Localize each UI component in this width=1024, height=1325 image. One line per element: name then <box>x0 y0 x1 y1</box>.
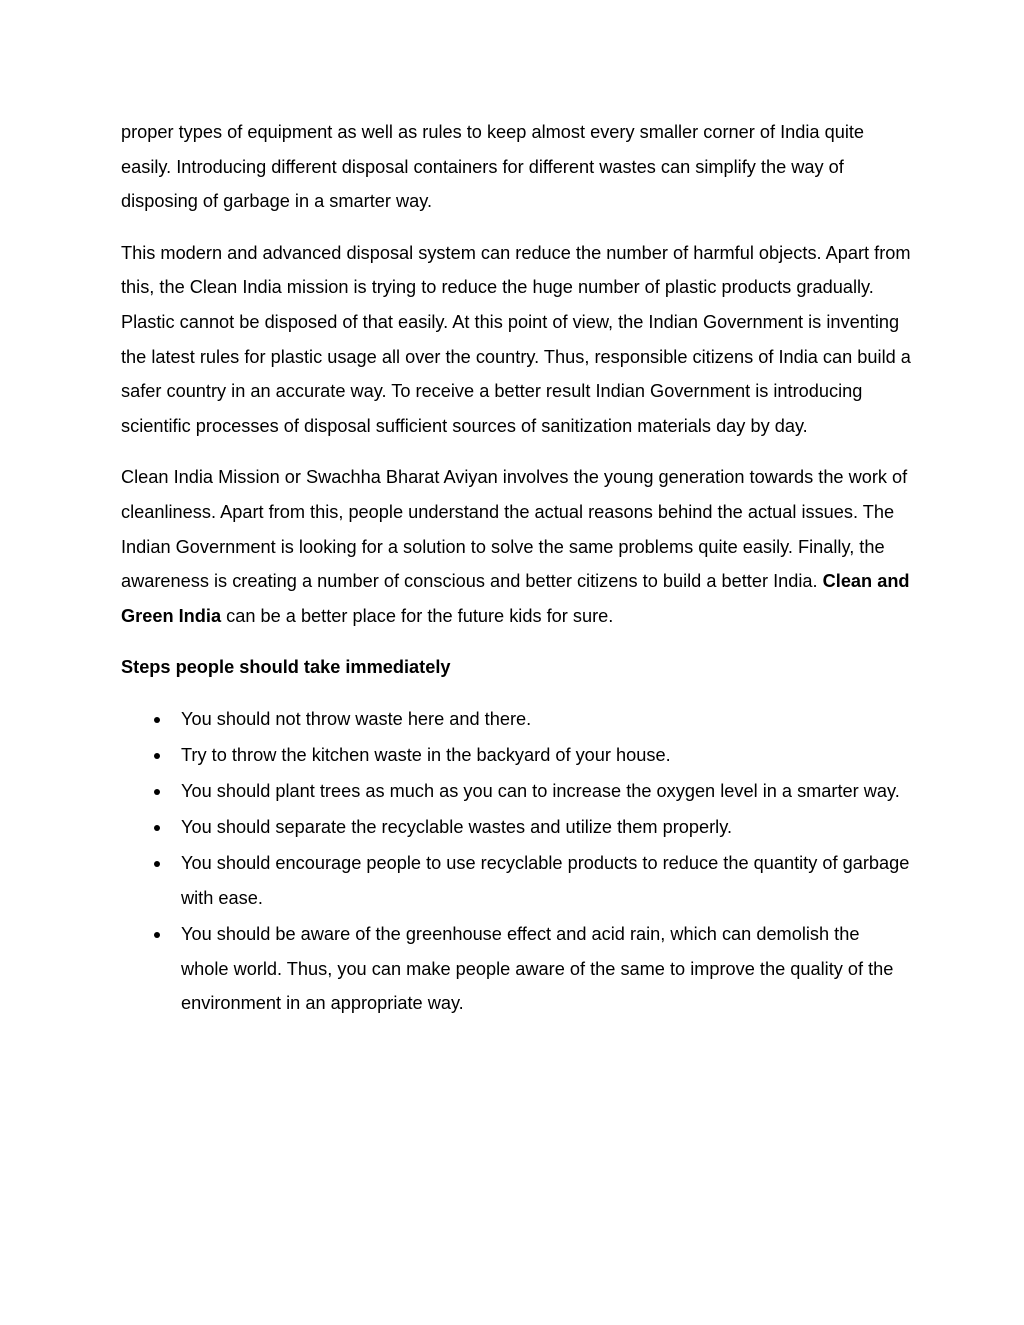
paragraph-disposal-containers: proper types of equipment as well as rules to keep almost every smaller corner of India quite easily. Introducing different disposal containers for different wastes can simplify the way of disposing of garbage in a smarter way. <box>121 122 865 212</box>
bullet-icon <box>154 753 160 759</box>
bullet-icon <box>154 932 160 938</box>
paragraph-text-before: Clean India Mission or Swachha Bharat Aviyan involves the young generation towards the work of cleanliness. Apart from this, people understand the actual reasons behind the actual issues. The Indian Government is looking for a solution to solve the same problems quite easily. Finally, the awareness is creating a number of conscious and better citizens to build a better India. <box>121 467 908 592</box>
clean-green-india-emphasis: Clean and Green India <box>121 571 910 626</box>
list-item-text: You should plant trees as much as you can to increase the oxygen level in a smarter way. <box>181 781 900 802</box>
list-item <box>121 917 911 1021</box>
steps-heading: Steps people should take immediately <box>121 657 451 678</box>
steps-list <box>121 702 911 1021</box>
list-item <box>121 702 911 737</box>
list-item-text: You should encourage people to use recyclable products to reduce the quantity of garbage with ease. <box>181 853 910 908</box>
list-item-text: You should separate the recyclable wastes and utilize them properly. <box>181 817 732 838</box>
list-item <box>121 846 911 915</box>
list-item <box>121 810 911 845</box>
paragraph-plastic-rules: This modern and advanced disposal system can reduce the number of harmful objects. Apart from this, the Clean India mission is trying to reduce the huge number of plastic products gradually. Plastic cannot be disposed of that easily. At this point of view, the Indian Government is inventing the latest rules for plastic usage all over the country. Thus, responsible citizens of India can build a safer country in an accurate way. To receive a better result Indian Government is introducing scientific processes of disposal sufficient sources of sanitization materials day by day. <box>121 242 911 436</box>
list-item-text: You should not throw waste here and there. <box>181 708 532 729</box>
paragraph-clean-india-mission <box>121 460 911 633</box>
list-item <box>121 738 911 773</box>
list-item <box>121 774 911 809</box>
bullet-icon <box>154 789 160 795</box>
bullet-icon <box>154 861 160 867</box>
paragraph-text-after: can be a better place for the future kids for sure. <box>221 605 614 626</box>
list-item-text: You should be aware of the greenhouse effect and acid rain, which can demolish the whole world. Thus, you can make people aware of the same to improve the quality of the environment in an appropriate way. <box>181 923 894 1014</box>
bullet-icon <box>154 825 160 831</box>
document-page <box>121 115 911 1022</box>
bullet-icon <box>154 717 160 723</box>
list-item-text: Try to throw the kitchen waste in the backyard of your house. <box>181 745 671 765</box>
